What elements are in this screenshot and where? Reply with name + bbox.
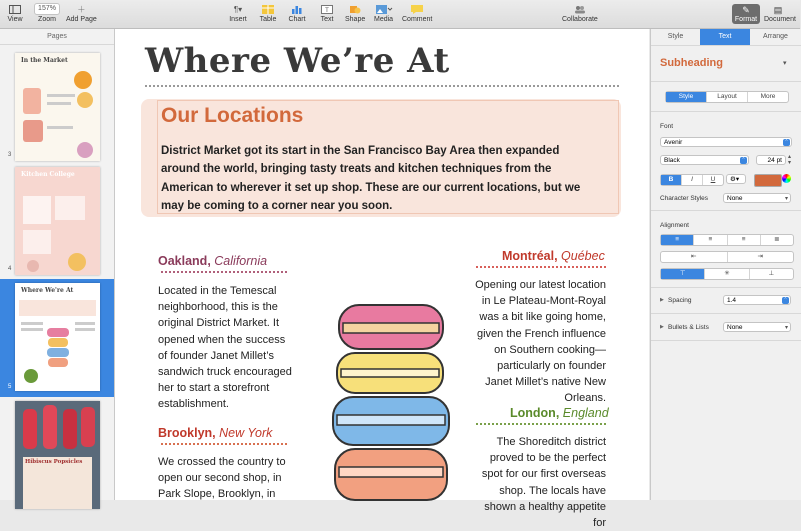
align-middle-icon[interactable]: ✳ bbox=[705, 269, 749, 279]
city-montreal[interactable] bbox=[502, 249, 605, 263]
align-center-icon[interactable]: ≡ bbox=[694, 235, 727, 245]
media-label: Media bbox=[374, 16, 394, 23]
indent-buttons bbox=[660, 251, 794, 263]
chevron-icon: ⌃ bbox=[741, 157, 746, 163]
font-size-value: 24 pt bbox=[767, 157, 782, 164]
view-button[interactable] bbox=[6, 4, 24, 23]
divider bbox=[651, 287, 801, 288]
text-box-icon bbox=[318, 4, 336, 14]
indent-icon[interactable]: ⇥ bbox=[757, 253, 763, 260]
comment-icon bbox=[408, 4, 426, 14]
pages-sidebar bbox=[0, 29, 115, 500]
toolbar bbox=[0, 0, 800, 29]
city-oakland[interactable] bbox=[158, 254, 267, 268]
thumbnail-art bbox=[15, 298, 100, 393]
tab-text[interactable]: Text bbox=[700, 29, 750, 45]
insert-label: Insert bbox=[229, 16, 247, 23]
vertical-alignment-buttons bbox=[660, 268, 794, 280]
region-name: Québec bbox=[561, 249, 605, 263]
chart-icon bbox=[288, 4, 306, 14]
divider bbox=[651, 210, 801, 211]
align-justify-icon[interactable]: ≣ bbox=[774, 236, 780, 243]
align-top-icon[interactable]: ⊤ bbox=[661, 269, 705, 279]
underline-button[interactable]: U bbox=[710, 176, 716, 183]
brooklyn-divider bbox=[161, 443, 287, 445]
page-thumbnail-6[interactable] bbox=[15, 401, 100, 509]
font-weight-value: Black bbox=[664, 157, 680, 164]
city-name: London, bbox=[510, 406, 560, 420]
montreal-divider bbox=[476, 266, 606, 268]
character-styles-value: None bbox=[727, 195, 743, 202]
comment-button[interactable] bbox=[402, 4, 432, 23]
disclosure-triangle-icon[interactable]: ▶ bbox=[660, 297, 664, 303]
zoom-label: Zoom bbox=[38, 16, 56, 23]
gear-icon: ⚙▾ bbox=[730, 176, 740, 183]
paintbrush-icon: ✎ bbox=[742, 5, 750, 15]
page-thumbnail-5[interactable] bbox=[15, 283, 100, 391]
table-icon bbox=[259, 4, 277, 14]
color-wheel-icon[interactable] bbox=[782, 174, 791, 183]
format-label: Format bbox=[734, 16, 758, 23]
zoom-control[interactable] bbox=[36, 4, 58, 23]
thumbnail-title: Kitchen College bbox=[21, 171, 75, 178]
font-size-field[interactable] bbox=[756, 155, 786, 165]
font-family-select[interactable] bbox=[660, 137, 792, 147]
page-thumbnail-3[interactable] bbox=[15, 53, 100, 161]
paragraph-style-name[interactable]: Subheading bbox=[660, 57, 723, 69]
macaron-stack-illustration bbox=[327, 297, 457, 500]
chevron-down-icon: ▾ bbox=[784, 196, 788, 202]
media-icon bbox=[375, 4, 393, 14]
align-bottom-icon[interactable]: ⊥ bbox=[768, 270, 775, 277]
spacing-label: Spacing bbox=[668, 297, 692, 304]
thumbnail-title: Hibiscus Popsicles bbox=[25, 459, 83, 465]
heading-divider bbox=[145, 85, 619, 87]
font-label: Font bbox=[660, 123, 674, 130]
bullets-lists-label: Bullets & Lists bbox=[668, 324, 709, 331]
font-size-stepper[interactable]: ▴ ▾ bbox=[788, 154, 792, 166]
subtab-style[interactable]: Style bbox=[666, 92, 707, 102]
city-name: Brooklyn, bbox=[158, 426, 216, 440]
bullets-lists-value: None bbox=[727, 324, 743, 331]
character-styles-label: Character Styles bbox=[660, 195, 709, 202]
oakland-text[interactable]: Located in the Temescal neighborhood, this is the original District Market. It opened when the success of founder Janet Millet’s sandwich truck encouraged her to start a storefront establishment. bbox=[158, 285, 292, 411]
page-number-3: 3 bbox=[8, 152, 12, 158]
locations-title[interactable]: Our Locations bbox=[161, 104, 304, 127]
font-weight-select[interactable] bbox=[660, 155, 749, 165]
font-family-value: Avenir bbox=[664, 139, 683, 146]
divider bbox=[651, 81, 801, 82]
comment-label: Comment bbox=[402, 16, 433, 23]
thumbnail-title: Where We're At bbox=[21, 287, 74, 294]
tab-style[interactable]: Style bbox=[667, 33, 684, 40]
svg-text:T: T bbox=[325, 7, 329, 14]
format-panel bbox=[650, 29, 801, 500]
text-options-button[interactable] bbox=[726, 174, 746, 184]
london-text[interactable]: The Shoreditch district proved to be the perfect spot for our first overseas shop. The locals have shown a healthy appetite for bbox=[481, 436, 606, 530]
collaborate-button[interactable] bbox=[562, 4, 598, 23]
text-color-swatch[interactable] bbox=[754, 174, 782, 187]
city-name: Montréal, bbox=[502, 249, 558, 263]
horizontal-alignment-buttons bbox=[660, 234, 794, 246]
montreal-text[interactable]: Opening our latest location in Le Plateau-Mont-Royal was a bit like going home, given the French influence on Southern cooking—particularly on founder Janet Millet’s native New Orleans. bbox=[475, 279, 606, 405]
shape-button[interactable] bbox=[345, 4, 365, 23]
pages-title: Pages bbox=[0, 29, 114, 45]
locations-paragraph[interactable]: District Market got its start in the San Francisco Bay Area then expanded around the world, bringing tasty treats and kitchen techniques from the American to wherever it set up shop. These are our current locations, but we may be coming to a corner near you soon. bbox=[161, 145, 581, 212]
character-styles-select[interactable] bbox=[723, 193, 791, 203]
italic-button[interactable]: I bbox=[682, 175, 703, 185]
table-label: Table bbox=[259, 16, 277, 23]
subtab-layout[interactable]: Layout bbox=[707, 92, 748, 102]
table-button[interactable] bbox=[259, 4, 277, 23]
document-icon: ▤ bbox=[773, 5, 783, 15]
page-thumbnail-4[interactable] bbox=[15, 167, 100, 275]
document-canvas[interactable] bbox=[115, 29, 649, 530]
thumbnail-title: In the Market bbox=[21, 57, 68, 64]
divider bbox=[651, 111, 801, 112]
text-button[interactable] bbox=[318, 4, 336, 23]
spacing-value: 1.4 bbox=[727, 297, 737, 304]
alignment-label: Alignment bbox=[660, 222, 689, 229]
view-label: View bbox=[7, 16, 23, 23]
text-subtabs bbox=[665, 91, 789, 103]
paragraph-icon: ¶▾ bbox=[233, 4, 243, 14]
chart-button[interactable] bbox=[288, 4, 306, 23]
insert-button[interactable] bbox=[229, 4, 247, 23]
zoom-select bbox=[36, 4, 58, 14]
thumbnail-art bbox=[15, 182, 100, 277]
bullets-lists-select[interactable] bbox=[723, 322, 791, 332]
london-divider bbox=[476, 423, 606, 425]
text-label: Text bbox=[320, 16, 334, 23]
divider bbox=[651, 340, 801, 341]
region-name: England bbox=[562, 406, 609, 420]
chart-label: Chart bbox=[288, 16, 306, 23]
city-name: Oakland, bbox=[158, 254, 211, 268]
plus-icon: ＋ bbox=[77, 4, 86, 14]
font-style-buttons bbox=[660, 174, 724, 186]
chevron-down-icon: ▾ bbox=[784, 325, 788, 331]
document-button[interactable] bbox=[764, 4, 796, 24]
tab-arrange[interactable]: Arrange bbox=[763, 33, 788, 40]
align-left-icon[interactable]: ≡ bbox=[661, 235, 694, 245]
chevron-icon: ⌃ bbox=[784, 139, 789, 145]
media-button[interactable] bbox=[374, 4, 393, 23]
subtab-more[interactable]: More bbox=[760, 93, 776, 100]
thumbnail-art bbox=[15, 68, 100, 163]
collaborate-icon bbox=[571, 4, 589, 14]
spacing-select[interactable] bbox=[723, 295, 791, 305]
sidebar-icon bbox=[6, 4, 24, 14]
outdent-icon[interactable]: ⇤ bbox=[661, 252, 728, 262]
city-brooklyn[interactable] bbox=[158, 426, 272, 440]
page-number-5: 5 bbox=[8, 384, 12, 390]
city-london[interactable] bbox=[510, 406, 609, 420]
brooklyn-text[interactable]: We crossed the country to open our second shop, in Park Slope, Brooklyn, in bbox=[158, 456, 286, 501]
add-page-button[interactable] bbox=[66, 4, 97, 23]
format-button[interactable] bbox=[732, 4, 760, 24]
shape-icon bbox=[346, 4, 364, 14]
chevron-down-icon[interactable]: ▾ bbox=[783, 60, 787, 67]
shape-label: Shape bbox=[345, 16, 366, 23]
region-name: New York bbox=[219, 426, 273, 440]
collaborate-label: Collaborate bbox=[562, 16, 598, 23]
document-label: Document bbox=[764, 16, 796, 23]
divider bbox=[651, 45, 801, 46]
page-heading[interactable]: Where We’re At bbox=[145, 41, 450, 81]
thumbnail-art bbox=[15, 401, 100, 509]
add-page-label: Add Page bbox=[66, 16, 97, 23]
align-right-icon[interactable]: ≡ bbox=[728, 235, 761, 245]
divider bbox=[651, 313, 801, 314]
oakland-divider bbox=[161, 271, 287, 273]
bold-button[interactable]: B bbox=[661, 175, 682, 185]
region-name: California bbox=[214, 254, 268, 268]
disclosure-triangle-icon[interactable]: ▶ bbox=[660, 324, 664, 330]
chevron-icon: ⌃ bbox=[783, 297, 788, 303]
zoom-value[interactable]: 157% bbox=[34, 3, 60, 15]
page-number-4: 4 bbox=[8, 266, 12, 272]
